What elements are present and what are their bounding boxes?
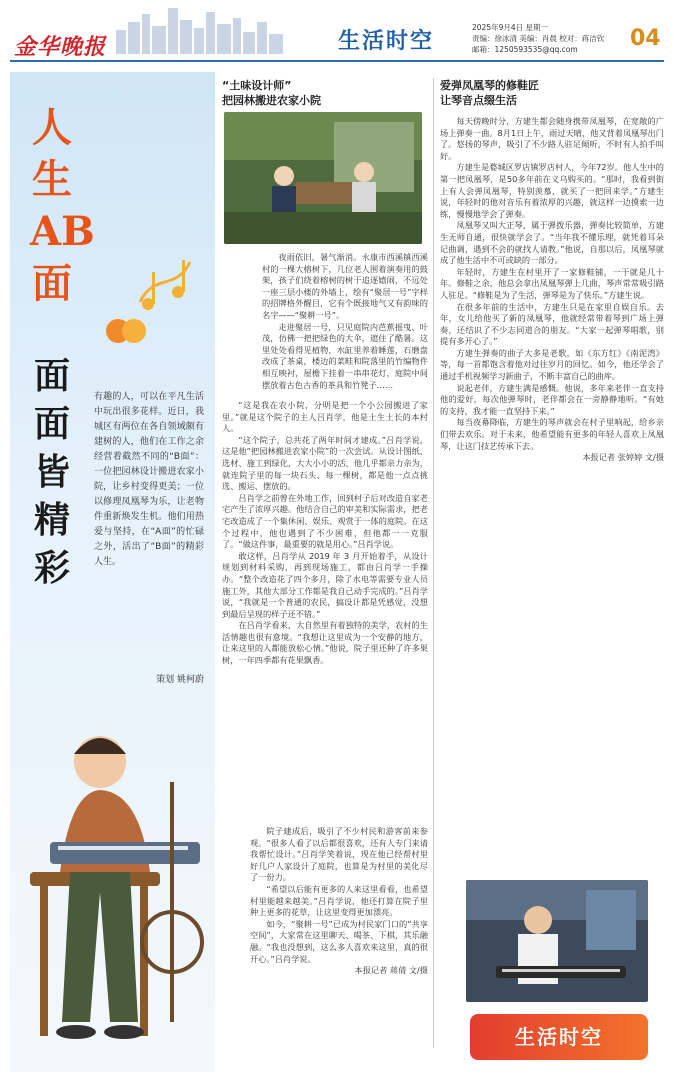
music-note-icon	[130, 242, 200, 322]
column-divider	[433, 78, 434, 1048]
article1-byline: 本报记者 蒋倩 文/摄	[354, 965, 428, 976]
article1-body-bottom	[250, 826, 428, 977]
feature-credit: 策划 姚柯蔚	[156, 675, 204, 685]
article1-paragraph: “这是我在农小院，分明是把一个小公园搬进了家里。”就是这个院子的主人吕肖学，他是土生土长的本村人。	[222, 400, 428, 434]
skyline-icon	[110, 4, 290, 54]
article2-paragraph: 方建生弹奏的曲子大多是老歌，如《东方红》《南泥湾》等，每一首都饱含着他对过往岁月的回忆。如今，他还学会了通过手机视频学习新曲子，不断丰富自己的曲库。	[440, 347, 664, 382]
page-number: 04	[630, 26, 661, 51]
article1-paragraph: 院子建成后，吸引了不少村民和游客前来参观。“很多人看了以后都很喜欢，还有人专门来请我帮忙设计。”吕肖学笑着说，现在他已经帮村里好几户人家设计了庭院，也算是为村里的美化尽了一份力。	[250, 826, 428, 883]
article2-byline: 本报记者 张婷婷 文/摄	[582, 452, 664, 463]
masthead-rule	[10, 60, 664, 62]
article1-headline	[222, 78, 427, 108]
email-line: 邮箱：1250593535@qq.com	[472, 45, 578, 54]
article2-headline	[440, 78, 664, 108]
section-title: 生活时空	[337, 29, 434, 54]
article1-paragraph: 如今，“聚耕一号”已成为村民家门口的“共享空间”，大家常在这里聊天、喝茶、下棋，其乐融融。“我也没想到，这么多人喜欢来这里，真的很开心。”吕肖学说。	[250, 918, 428, 964]
article2-body	[440, 116, 664, 464]
article-garden	[222, 78, 427, 108]
article2-paragraph: 每当夜幕降临，方建生的琴声就会在村子里响起，给乡亲们带去欢乐。对于未来，他希望能有更多的年轻人喜欢上凤凰琴，让这门技艺传承下去。	[440, 417, 664, 451]
article2-paragraph: 说起老伴，方建生满是感慨。他说，多年来老伴一直支持他的爱好，每次他弹琴时，老伴都会在一旁静静地听。“有她的支持，我才能一直坚持下来。”	[440, 382, 664, 416]
article2-paragraph: 方建生是婺城区罗店镇罗店村人，今年72岁。他人生中的第一把凤凰琴，是50多年前在义乌购买的。“那时，我看到街上有人会弹凤凰琴，特别羡慕，就买了一把回来学。”方建生说，年轻时的他对音乐有着浓厚的兴趣，就这样一边摸索一边练，慢慢地学会了弹奏。	[440, 162, 664, 219]
masthead	[0, 0, 674, 62]
article-phoenix-zither	[440, 78, 664, 108]
article1-paragraph: 夜雨依旧，暑气渐消。永康市西溪镇西溪村的一棵大榕树下，几位老人围着演奏用的鼓架，孩子们绕着榕树的树干追逐嬉闹，不远处一座三层小楼的外墙上，绘有“聚居一号”字样的招牌格外醒目，它有个既接地气又有韵味的名字——“聚耕一号”。	[262, 252, 428, 320]
masthead-meta	[472, 22, 624, 55]
article2-headline-line2: 让琴音点缀生活	[440, 94, 517, 107]
date-line: 2025年9月4日 星期一	[472, 23, 549, 32]
article2-paragraph: 在很多年前的生活中，方建生只是在家里自娱自乐。去年，女儿给他买了新的凤凰琴，他就经常带着琴到广场上弹奏，还结识了不少志同道合的朋友。“大家一起弹琴唱歌，别提有多开心了。”	[440, 301, 664, 347]
article1-paragraph: 吕肖学之前曾在外地工作，回到村子后对改造自家老宅产生了浓厚兴趣。他结合自己的审美和实际需求，把老宅改造成了一个集休闲、娱乐、观赏于一体的庭院。在这个过程中，他也遇到了不少困难，但他都一一克服了。“做这件事，最重要的就是用心。”吕肖学说。	[222, 492, 428, 550]
article1-paragraph: “这个院子，总共花了两年时间才建成。”吕肖学说，这是他“把园林搬进农家小院”的一次尝试。从设计图纸、选材、施工到绿化，大大小小的活，他几乎都亲力亲为，就连院子里的每一块石头、每一棵树，都是他一点点挑选、搬运、摆放的。	[222, 434, 428, 492]
newspaper-logo: 金华晚报	[14, 34, 107, 60]
article1-paragraph: 在吕肖学看来，大自然里有着独特的美学，农村的生活情趣也很有意境。“我想让这里成为一个安静的地方，让来这里的人都能放松心情。”他说，院子里还种了许多果树，一年四季都有花果飘香。	[222, 620, 428, 666]
feature-title: 人生AB面	[30, 104, 95, 307]
article1-body-main	[222, 400, 428, 667]
section-footer-badge: 生活时空	[470, 1014, 648, 1060]
article2-paragraph: 每天傍晚时分，方建生都会随身携带凤凰琴，在宽敞的广场上弹奏一曲。8月1日上午，雨过天晴，他又背着凤凰琴出门了。悠扬的琴声，吸引了不少路人驻足倾听，不时有人拍手叫好。	[440, 116, 664, 161]
article2-paragraph: 凤凰琴又叫大正琴，属于弹拨乐器，弹奏比较简单，方建生无师自通，很快就学会了。“当年我不懂乐理，就凭着耳朵记曲调，遇到不会的就找人请教。”他说，自那以后，凤凰琴就成了他生活中不可或缺的一部分。	[440, 220, 664, 266]
article2-headline-line1: 爱弹凤凰琴的修鞋匠	[440, 79, 539, 92]
article1-paragraph: 走进聚居一号，只见庭院内芭蕉摇曳、叶茂，仿佛一把把绿色的大伞，遮住了酷暑。这里处处看得见植物，水缸里养着睡莲，石磨盘改成了茶桌，楼边的菜畦和院落里的竹编物件相互映衬，屋檐下挂着一串串花灯，庭院中间摆放着古色古香的茶具和竹凳子……	[262, 321, 428, 390]
feature-intro: 有趣的人，可以在平凡生活中玩出很多花样。近日，我城区有两位在各自领域颇有建树的人，他们在工作之余经营着截然不同的“B面”：一位把园林设计搬进农家小院，让乡村变得更美；一位以修理凤凰琴为乐，让老物件重新焕发生机。他们用热爱与坚持，在“A面”的忙碌之外，活出了“B面”的精彩人生。	[94, 392, 204, 567]
garden-photo	[224, 112, 422, 244]
article1-headline-line1: “土味设计师”	[222, 79, 292, 92]
article1-headline-line2: 把园林搬进农家小院	[222, 94, 321, 107]
article1-paragraph: 敢这样，吕肖学从 2019 年 3 月开始着手，从设计规划到材料采购，再到现场施工，都由吕肖学一手操办。“整个改造花了四个多月，除了水电等需要专业人员施工外，其他大部分工作都是我自己动手完成的。”吕肖学说，“我就是一个普通的农民，搞设计都是凭感觉，没想到最后呈现的样子还不错。”	[222, 550, 428, 619]
article2-paragraph: 年轻时，方建生在村里开了一家修鞋铺，一干就是几十年。修鞋之余，他总会拿出凤凰琴弹上几曲，琴声常常吸引路人驻足。“修鞋是为了生活，弹琴是为了快乐。”方建生说。	[440, 266, 664, 300]
feature-subtitle: 面面皆精彩	[33, 355, 70, 589]
zither-player-photo	[466, 880, 648, 1002]
article1-body-top	[262, 252, 428, 391]
feature-panel	[10, 72, 215, 1072]
speech-bubble-icon	[104, 317, 148, 349]
musician-illustration	[10, 692, 215, 1072]
editor-line: 责编：徐冰清 美编：肖晨 校对：蒋洁钦	[472, 34, 605, 43]
article1-paragraph: “希望以后能有更多的人来这里看看，也希望村里能越来越美。”吕肖学说，他还打算在院子里种上更多的花草，让这里变得更加漂亮。	[250, 883, 428, 918]
